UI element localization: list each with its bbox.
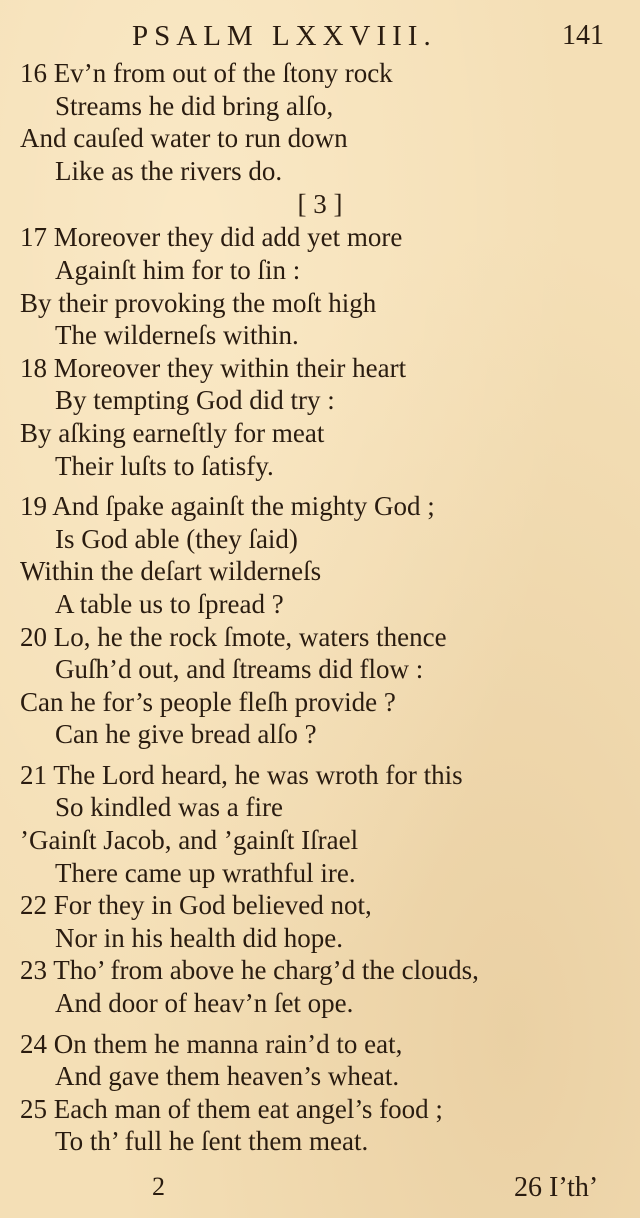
page-footer xyxy=(0,1172,640,1212)
verse-line: Can he give bread alſo ? xyxy=(55,719,317,750)
verse-line: 20 Lo, he the rock ſmote, waters thence xyxy=(20,621,447,652)
verse-line: 16 Ev’n from out of the ſtony rock xyxy=(20,58,393,88)
verse-line: 17 Moreover they did add yet more xyxy=(20,222,403,253)
verse-line: Againſt him for to ſin : xyxy=(55,254,301,285)
verse-line: Like as the rivers do. xyxy=(55,155,283,186)
verse-line: Is God able (they ſaid) xyxy=(55,523,298,554)
verse-line: And cauſed water to run down xyxy=(20,123,348,154)
stanza-number: [ 3 ] xyxy=(297,189,343,220)
running-head: PSALM LXXVIII. xyxy=(132,20,437,52)
verse-line: Can he for’s people fleſh provide ? xyxy=(20,686,396,717)
verse-line: Nor in his health did hope. xyxy=(55,922,343,953)
verse-line: So kindled was a fire xyxy=(55,792,283,823)
verse-line: 24 On them he manna rain’d to eat, xyxy=(20,1028,403,1059)
stanza-gap xyxy=(0,751,640,759)
verse-line: And gave them heaven’s wheat. xyxy=(55,1061,400,1092)
verse-line: By tempting God did try : xyxy=(55,385,335,416)
verse-line: There came up wrathful ire. xyxy=(55,857,356,888)
verse-line: 19 And ſpake againſt the mighty God ; xyxy=(20,491,435,522)
verse-line: By aſking earneſtly for meat xyxy=(20,417,325,448)
verse-line: Their luſts to ſatisfy. xyxy=(55,450,274,481)
verse-line: Streams he did bring alſo, xyxy=(55,90,334,121)
verse-line: 23 Tho’ from above he charg’d the clouds, xyxy=(20,955,479,986)
verse-line: The wilderneſs within. xyxy=(55,320,299,351)
verse-line: 25 Each man of them eat angel’s food ; xyxy=(20,1093,443,1124)
signature-mark: 2 xyxy=(152,1172,165,1201)
verse-line: Within the deſart wilderneſs xyxy=(20,556,322,587)
verse-line: To th’ full he ſent them meat. xyxy=(55,1126,369,1157)
verse-line: Guſh’d out, and ſtreams did flow : xyxy=(55,654,424,685)
verse-line: ’Gainſt Jacob, and ’gainſt Iſrael xyxy=(20,825,359,856)
verse-line: 18 Moreover they within their heart xyxy=(20,352,407,383)
verse-line: 22 For they in God believed not, xyxy=(20,890,372,921)
stanza-gap xyxy=(0,482,640,490)
verse-line: And door of heav’n ſet ope. xyxy=(55,988,354,1019)
stanza-gap xyxy=(0,1020,640,1028)
verse-line: By their provoking the moſt high xyxy=(20,287,377,318)
catchword: 26 I’th’ xyxy=(514,1172,599,1203)
verse-line: A table us to ſpread ? xyxy=(55,588,284,619)
psalm-text xyxy=(0,57,640,1158)
verse-line: 21 The Lord heard, he was wroth for this xyxy=(20,759,463,790)
page-header xyxy=(0,18,640,58)
page-number: 141 xyxy=(562,20,604,51)
